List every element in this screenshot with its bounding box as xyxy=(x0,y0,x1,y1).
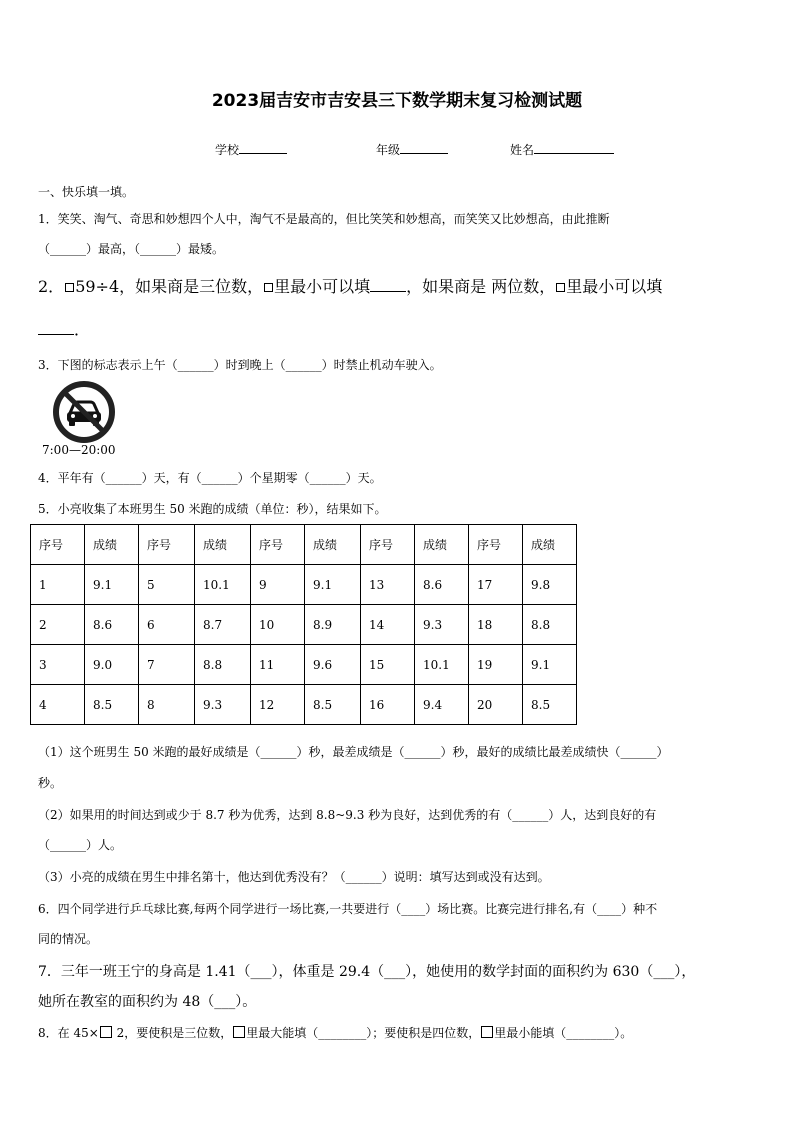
name-label: 姓名 xyxy=(510,143,535,157)
table-cell: 8.8 xyxy=(195,645,251,685)
q2-end: ． xyxy=(74,320,91,339)
table-cell: 8.7 xyxy=(195,605,251,645)
question-5-sub2-line1: （2）如果用的时间达到或少于 8.7 秒为优秀，达到 8.8~9.3 秒为良好，达到优秀的有（______）人，达到良好的有 xyxy=(38,808,657,822)
table-cell: 8 xyxy=(139,685,195,725)
school-field[interactable] xyxy=(215,141,287,158)
table-cell: 2 xyxy=(31,605,85,645)
question-1-line2: （______）最高，（______）最矮。 xyxy=(38,242,225,256)
table-cell: 17 xyxy=(469,565,523,605)
answer-blank[interactable] xyxy=(38,320,74,335)
school-blank[interactable] xyxy=(239,141,287,154)
grade-field[interactable] xyxy=(376,141,448,158)
table-cell: 8.5 xyxy=(523,685,577,725)
question-6-line2: 同的情况。 xyxy=(38,932,99,946)
table-cell: 9.1 xyxy=(523,645,577,685)
table-cell: 6 xyxy=(139,605,195,645)
table-header-cell: 成绩 xyxy=(523,525,577,565)
table-cell: 12 xyxy=(251,685,305,725)
question-7-line1: 7．三年一班王宁的身高是 1.41（___），体重是 29.4（___），她使用的数学封面的面积约为 630（___）， xyxy=(38,964,696,980)
table-cell: 8.8 xyxy=(523,605,577,645)
table-cell: 4 xyxy=(31,685,85,725)
table-header-cell: 成绩 xyxy=(85,525,139,565)
table-header-cell: 序号 xyxy=(251,525,305,565)
q2-part: 59÷4，如果商是三位数， xyxy=(75,277,264,296)
table-header-cell: 成绩 xyxy=(415,525,469,565)
no-motor-vehicle-sign-icon xyxy=(52,380,116,444)
table-cell: 8.5 xyxy=(85,685,139,725)
table-header-cell: 成绩 xyxy=(305,525,361,565)
table-cell: 7 xyxy=(139,645,195,685)
table-row xyxy=(31,645,577,685)
table-row xyxy=(31,605,577,645)
table-header-cell: 序号 xyxy=(139,525,195,565)
table-cell: 10.1 xyxy=(195,565,251,605)
q2-part: 里最小可以填 xyxy=(274,277,371,296)
table-cell: 16 xyxy=(361,685,415,725)
table-cell: 13 xyxy=(361,565,415,605)
question-8 xyxy=(38,1024,632,1041)
table-header-row xyxy=(31,525,577,565)
table-header-cell: 序号 xyxy=(361,525,415,565)
question-5-sub2-line2: （______）人。 xyxy=(38,838,123,852)
table-cell: 14 xyxy=(361,605,415,645)
table-row xyxy=(31,685,577,725)
grade-blank[interactable] xyxy=(400,141,448,154)
question-6-line1: 6．四个同学进行乒乓球比赛,每两个同学进行一场比赛,一共要进行（____）场比赛。比赛完进行排名,有（____）种不 xyxy=(38,902,658,916)
table-cell: 11 xyxy=(251,645,305,685)
table-cell: 15 xyxy=(361,645,415,685)
name-field[interactable] xyxy=(510,141,614,158)
question-3: 3．下图的标志表示上午（______）时到晚上（______）时禁止机动车驶入。 xyxy=(38,358,442,372)
question-5: 5．小亮收集了本班男生 50 米跑的成绩（单位：秒），结果如下。 xyxy=(38,502,387,516)
q2-part: ，如果商是 两位数， xyxy=(406,277,556,296)
q8-part: 里最小能填（________）。 xyxy=(494,1026,633,1040)
sign-time-label: 7:00—20:00 xyxy=(42,443,116,457)
school-label: 学校 xyxy=(215,143,240,157)
q8-part: 2，要使积是三位数， xyxy=(112,1026,233,1040)
table-cell: 8.6 xyxy=(415,565,469,605)
table-cell: 1 xyxy=(31,565,85,605)
q2-part: 里最小可以填 xyxy=(566,277,663,296)
question-4: 4．平年有（______）天，有（______）个星期零（______）天。 xyxy=(38,471,382,485)
table-cell: 5 xyxy=(139,565,195,605)
question-2-line2 xyxy=(38,317,90,340)
empty-box-icon xyxy=(233,1026,245,1038)
table-cell: 19 xyxy=(469,645,523,685)
q2-number: 2． xyxy=(38,277,65,296)
table-cell: 9.3 xyxy=(195,685,251,725)
table-cell: 8.5 xyxy=(305,685,361,725)
table-header-cell: 序号 xyxy=(469,525,523,565)
table-cell: 10.1 xyxy=(415,645,469,685)
table-cell: 9.8 xyxy=(523,565,577,605)
question-5-sub1-line2: 秒。 xyxy=(38,776,63,790)
table-cell: 10 xyxy=(251,605,305,645)
name-blank[interactable] xyxy=(534,141,614,154)
question-1-line1: 1．笑笑、淘气、奇思和妙想四个人中，淘气不是最高的，但比笑笑和妙想高，而笑笑又比妙想高，由此推断 xyxy=(38,212,610,226)
page-title: 2023届吉安市吉安县三下数学期末复习检测试题 xyxy=(211,91,583,111)
table-cell: 9.1 xyxy=(305,565,361,605)
table-cell: 9.4 xyxy=(415,685,469,725)
empty-box-icon xyxy=(100,1026,112,1038)
section-heading: 一、快乐填一填。 xyxy=(38,185,135,199)
empty-box-icon xyxy=(556,283,565,292)
empty-box-icon xyxy=(481,1026,493,1038)
table-cell: 9.3 xyxy=(415,605,469,645)
table-cell: 9.0 xyxy=(85,645,139,685)
table-cell: 3 xyxy=(31,645,85,685)
q8-part: 8．在 45× xyxy=(38,1026,99,1040)
question-2 xyxy=(38,274,662,297)
question-5-sub3: （3）小亮的成绩在男生中排名第十，他达到优秀没有？（______）说明：填写达到或没有达到。 xyxy=(38,870,550,884)
table-cell: 18 xyxy=(469,605,523,645)
q8-part: 里最大能填（________）；要使积是四位数， xyxy=(246,1026,481,1040)
table-cell: 9 xyxy=(251,565,305,605)
table-cell: 9.6 xyxy=(305,645,361,685)
empty-box-icon xyxy=(264,283,273,292)
table-header-cell: 成绩 xyxy=(195,525,251,565)
table-cell: 20 xyxy=(469,685,523,725)
score-table xyxy=(30,524,577,725)
grade-label: 年级 xyxy=(376,143,401,157)
table-row xyxy=(31,565,577,605)
table-header-cell: 序号 xyxy=(31,525,85,565)
table-cell: 9.1 xyxy=(85,565,139,605)
answer-blank[interactable] xyxy=(370,277,406,292)
table-cell: 8.6 xyxy=(85,605,139,645)
question-7-line2: 她所在教室的面积约为 48（___）。 xyxy=(38,994,257,1010)
table-cell: 8.9 xyxy=(305,605,361,645)
question-5-sub1-line1: （1）这个班男生 50 米跑的最好成绩是（______）秒，最差成绩是（______）秒，最好的成绩比最差成绩快（______） xyxy=(38,745,669,759)
empty-box-icon xyxy=(65,283,74,292)
